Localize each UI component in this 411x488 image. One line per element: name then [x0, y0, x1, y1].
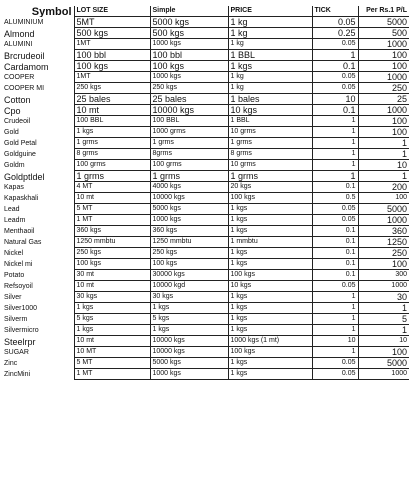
- cell-price: 1 BBL: [228, 116, 312, 127]
- table-row: [2, 325, 409, 336]
- cell-price: 1 kgs: [228, 259, 312, 270]
- cell-price: 1 kgs: [228, 325, 312, 336]
- cell-symbol: Refsoyoil: [4, 282, 33, 290]
- header-price: PRICE: [228, 6, 312, 17]
- cell-tick: 0.25: [312, 28, 358, 39]
- cell-symbol: Nickel: [4, 249, 24, 257]
- cell-tick: 1: [312, 50, 358, 61]
- cell-tick: 0.05: [312, 72, 358, 83]
- cell-tick: 1: [312, 292, 358, 303]
- cell-price: 1 kgs: [228, 303, 312, 314]
- cell-tick: 0.05: [312, 204, 358, 215]
- cell-per-rs-pl: 1: [358, 149, 409, 160]
- header-lot-size: LOT SIZE: [74, 6, 150, 17]
- table-row: [2, 314, 409, 325]
- cell-per-rs-pl: 100: [358, 127, 409, 138]
- cell-price: 1 kgs: [228, 369, 312, 380]
- cell-lot-size: 5 kgs: [74, 314, 150, 325]
- cell-simple: 8grms: [150, 149, 228, 160]
- cell-lot-size: 30 mt: [74, 270, 150, 281]
- table-row: [2, 28, 409, 39]
- cell-lot-size: 100 kgs: [74, 259, 150, 270]
- cell-per-rs-pl: 10: [358, 160, 409, 171]
- cell-lot-size: 1 kgs: [74, 303, 150, 314]
- cell-symbol: Cpo: [4, 105, 21, 116]
- cell-simple: 1 kgs: [150, 325, 228, 336]
- cell-per-rs-pl: 100: [358, 193, 409, 204]
- cell-price: 1 bales: [228, 94, 312, 105]
- cell-price: 100 kgs: [228, 347, 312, 358]
- cell-price: 1 BBL: [228, 50, 312, 61]
- cell-symbol: Natural Gas: [4, 238, 42, 246]
- cell-price: 1 kg: [228, 72, 312, 83]
- cell-price: 20 kgs: [228, 182, 312, 193]
- cell-symbol: Cotton: [4, 94, 31, 105]
- cell-tick: 0.1: [312, 259, 358, 270]
- cell-simple: 4000 kgs: [150, 182, 228, 193]
- cell-price: 10 grms: [228, 127, 312, 138]
- table-row: [2, 61, 409, 72]
- cell-symbol: Potato: [4, 271, 25, 279]
- cell-symbol: Gold Petal: [4, 139, 37, 147]
- cell-tick: 10: [312, 94, 358, 105]
- cell-tick: 1: [312, 325, 358, 336]
- table-row: [2, 149, 409, 160]
- cell-lot-size: 1MT: [74, 72, 150, 83]
- cell-price: 1 kgs: [228, 204, 312, 215]
- cell-simple: 100 kgs: [150, 259, 228, 270]
- cell-simple: 100 grms: [150, 160, 228, 171]
- table-row: [2, 226, 409, 237]
- cell-tick: 1: [312, 116, 358, 127]
- cell-per-rs-pl: 1000: [358, 215, 409, 226]
- cell-lot-size: 30 kgs: [74, 292, 150, 303]
- cell-per-rs-pl: 30: [358, 292, 409, 303]
- cell-per-rs-pl: 500: [358, 28, 409, 39]
- cell-per-rs-pl: 5000: [358, 358, 409, 369]
- cell-symbol: Menthaoil: [4, 227, 35, 235]
- header-simple: Simple: [150, 6, 228, 17]
- cell-per-rs-pl: 1000: [358, 72, 409, 83]
- cell-symbol: ZincMini: [4, 370, 31, 378]
- cell-simple: 30000 kgs: [150, 270, 228, 281]
- cell-per-rs-pl: 1: [358, 325, 409, 336]
- cell-tick: 1: [312, 138, 358, 149]
- table-row: [2, 270, 409, 281]
- cell-symbol: Kapas: [4, 183, 24, 191]
- cell-simple: 10000 kgs: [150, 193, 228, 204]
- cell-tick: 0.1: [312, 105, 358, 116]
- table-header-row: [2, 6, 409, 17]
- header-symbol: Symbol: [31, 6, 72, 17]
- table-row: [2, 138, 409, 149]
- cell-simple: 1000 kgs: [150, 39, 228, 50]
- cell-price: 1 kgs: [228, 314, 312, 325]
- cell-tick: 1: [312, 149, 358, 160]
- cell-tick: 1: [312, 171, 358, 182]
- cell-tick: 0.1: [312, 182, 358, 193]
- cell-tick: 0.05: [312, 358, 358, 369]
- cell-simple: 250 kgs: [150, 83, 228, 94]
- cell-symbol: Lead: [4, 205, 20, 213]
- cell-price: 100 kgs: [228, 270, 312, 281]
- cell-tick: 0.05: [312, 281, 358, 292]
- cell-tick: 1: [312, 127, 358, 138]
- cell-lot-size: 360 kgs: [74, 226, 150, 237]
- cell-symbol: Leadm: [4, 216, 26, 224]
- cell-symbol: Gold: [4, 128, 19, 136]
- cell-price: 1 kg: [228, 17, 312, 28]
- cell-price: 10 kgs: [228, 281, 312, 292]
- table-row: [2, 116, 409, 127]
- cell-per-rs-pl: 1000: [358, 281, 409, 292]
- cell-lot-size: 10 MT: [74, 347, 150, 358]
- table-row: [2, 215, 409, 226]
- table-row: [2, 182, 409, 193]
- table-row: [2, 204, 409, 215]
- cell-simple: 1000 kgs: [150, 215, 228, 226]
- cell-lot-size: 100 kgs: [74, 61, 150, 72]
- cell-simple: 25 bales: [150, 94, 228, 105]
- cell-lot-size: 1 kgs: [74, 325, 150, 336]
- cell-per-rs-pl: 100: [358, 347, 409, 358]
- cell-simple: 360 kgs: [150, 226, 228, 237]
- cell-symbol: Brcrudeoil: [4, 50, 45, 61]
- cell-symbol: ALUMINI: [4, 40, 33, 48]
- cell-lot-size: 100 grms: [74, 160, 150, 171]
- cell-price: 1 kgs: [228, 215, 312, 226]
- cell-lot-size: 1 MT: [74, 215, 150, 226]
- cell-lot-size: 250 kgs: [74, 83, 150, 94]
- cell-price: 1000 kgs (1 mt): [228, 336, 312, 347]
- cell-per-rs-pl: 1: [358, 171, 409, 182]
- cell-per-rs-pl: 5000: [358, 204, 409, 215]
- table-row: [2, 171, 409, 182]
- cell-lot-size: 5 MT: [74, 358, 150, 369]
- cell-lot-size: 1 kgs: [74, 127, 150, 138]
- cell-simple: 100 kgs: [150, 61, 228, 72]
- table-row: [2, 369, 409, 380]
- cell-lot-size: 100 bbl: [74, 50, 150, 61]
- table-row: [2, 237, 409, 248]
- table-row: [2, 281, 409, 292]
- cell-symbol: SUGAR: [4, 348, 29, 356]
- cell-simple: 10000 kgs: [150, 347, 228, 358]
- cell-price: 1 kgs: [228, 248, 312, 259]
- cell-symbol: Silvermicro: [4, 326, 39, 334]
- cell-per-rs-pl: 100: [358, 259, 409, 270]
- table-row: [2, 336, 409, 347]
- cell-lot-size: 5MT: [74, 17, 150, 28]
- cell-simple: 1 kgs: [150, 303, 228, 314]
- table-row: [2, 160, 409, 171]
- cell-symbol: Kapaskhali: [4, 194, 39, 202]
- table-row: [2, 127, 409, 138]
- table-row: [2, 358, 409, 369]
- cell-lot-size: 4 MT: [74, 182, 150, 193]
- cell-simple: 1000 kgs: [150, 369, 228, 380]
- cell-tick: 10: [312, 336, 358, 347]
- cell-symbol: Goldptldel: [4, 171, 45, 182]
- cell-tick: 0.1: [312, 248, 358, 259]
- table-row: [2, 193, 409, 204]
- table-row: [2, 50, 409, 61]
- cell-simple: 5000 kgs: [150, 204, 228, 215]
- cell-lot-size: 1 grms: [74, 138, 150, 149]
- cell-per-rs-pl: 1000: [358, 369, 409, 380]
- cell-symbol: Steelrpr: [4, 336, 36, 347]
- table-row: [2, 248, 409, 259]
- cell-tick: 1: [312, 314, 358, 325]
- cell-tick: 0.1: [312, 61, 358, 72]
- cell-per-rs-pl: 1: [358, 303, 409, 314]
- cell-price: 100 kgs: [228, 193, 312, 204]
- table-row: [2, 39, 409, 50]
- cell-price: 1 kg: [228, 28, 312, 39]
- table-row: [2, 259, 409, 270]
- cell-lot-size: 10 mt: [74, 193, 150, 204]
- cell-lot-size: 10 mt: [74, 105, 150, 116]
- cell-lot-size: 250 kgs: [74, 248, 150, 259]
- cell-lot-size: 1 MT: [74, 369, 150, 380]
- cell-symbol: Silver: [4, 293, 22, 301]
- cell-simple: 30 kgs: [150, 292, 228, 303]
- cell-simple: 5 kgs: [150, 314, 228, 325]
- cell-simple: 250 kgs: [150, 248, 228, 259]
- cell-per-rs-pl: 1000: [358, 105, 409, 116]
- cell-price: 8 grms: [228, 149, 312, 160]
- cell-tick: 1: [312, 303, 358, 314]
- cell-per-rs-pl: 250: [358, 248, 409, 259]
- cell-price: 1 kgs: [228, 226, 312, 237]
- cell-price: 1 kgs: [228, 358, 312, 369]
- cell-price: 1 kg: [228, 39, 312, 50]
- cell-symbol: ALUMINIUM: [4, 18, 44, 26]
- cell-simple: 1000 kgs: [150, 72, 228, 83]
- cell-symbol: Nickel mi: [4, 260, 33, 268]
- cell-symbol: Goldm: [4, 161, 25, 169]
- cell-per-rs-pl: 5000: [358, 17, 409, 28]
- cell-tick: 0.05: [312, 83, 358, 94]
- cell-per-rs-pl: 100: [358, 116, 409, 127]
- cell-simple: 1000 grms: [150, 127, 228, 138]
- table-row: [2, 94, 409, 105]
- table-row: [2, 347, 409, 358]
- cell-simple: 5000 kgs: [150, 358, 228, 369]
- cell-price: 1 kgs: [228, 61, 312, 72]
- cell-simple: 1250 mmbtu: [150, 237, 228, 248]
- cell-symbol: Goldguine: [4, 150, 36, 158]
- cell-per-rs-pl: 360: [358, 226, 409, 237]
- cell-tick: 0.05: [312, 17, 358, 28]
- cell-tick: 0.1: [312, 270, 358, 281]
- header-per-rs-pl: Per Rs.1 P/L: [358, 6, 409, 17]
- cell-per-rs-pl: 1: [358, 138, 409, 149]
- cell-tick: 0.5: [312, 193, 358, 204]
- cell-simple: 1 grms: [150, 171, 228, 182]
- cell-price: 1 grms: [228, 171, 312, 182]
- table-row: [2, 303, 409, 314]
- cell-per-rs-pl: 25: [358, 94, 409, 105]
- cell-tick: 0.1: [312, 226, 358, 237]
- cell-lot-size: 10 mt: [74, 336, 150, 347]
- cell-symbol: Almond: [4, 28, 35, 39]
- cell-symbol: COOPER: [4, 73, 35, 81]
- cell-lot-size: 1 grms: [74, 171, 150, 182]
- cell-tick: 1: [312, 160, 358, 171]
- table-row: [2, 105, 409, 116]
- cell-tick: 0.05: [312, 215, 358, 226]
- cell-tick: 0.05: [312, 39, 358, 50]
- cell-per-rs-pl: 100: [358, 61, 409, 72]
- cell-per-rs-pl: 100: [358, 50, 409, 61]
- cell-symbol: Silver1000: [4, 304, 38, 312]
- cell-simple: 100 BBL: [150, 116, 228, 127]
- cell-lot-size: 10 mt: [74, 281, 150, 292]
- cell-simple: 1 grms: [150, 138, 228, 149]
- cell-symbol: Zinc: [4, 359, 18, 367]
- cell-tick: 1: [312, 347, 358, 358]
- cell-simple: 10000 kgs: [150, 105, 228, 116]
- cell-lot-size: 8 grms: [74, 149, 150, 160]
- cell-simple: 10000 kgd: [150, 281, 228, 292]
- cell-simple: 100 bbl: [150, 50, 228, 61]
- cell-lot-size: 1MT: [74, 39, 150, 50]
- cell-per-rs-pl: 250: [358, 83, 409, 94]
- table-row: [2, 17, 409, 28]
- cell-price: 10 kgs: [228, 105, 312, 116]
- cell-per-rs-pl: 1250: [358, 237, 409, 248]
- cell-price: 1 grms: [228, 138, 312, 149]
- cell-per-rs-pl: 1000: [358, 39, 409, 50]
- cell-lot-size: 1250 mmbtu: [74, 237, 150, 248]
- cell-price: 1 mmbtu: [228, 237, 312, 248]
- cell-price: 1 kg: [228, 83, 312, 94]
- cell-lot-size: 25 bales: [74, 94, 150, 105]
- cell-per-rs-pl: 200: [358, 182, 409, 193]
- header-tick: TICK: [312, 6, 358, 17]
- table-row: [2, 83, 409, 94]
- cell-symbol: Silverm: [4, 315, 28, 323]
- cell-per-rs-pl: 10: [358, 336, 409, 347]
- cell-symbol: Crudeoil: [4, 117, 31, 125]
- cell-tick: 0.1: [312, 237, 358, 248]
- cell-tick: 0.05: [312, 369, 358, 380]
- cell-lot-size: 100 BBL: [74, 116, 150, 127]
- cell-price: 10 grms: [228, 160, 312, 171]
- cell-lot-size: 5 MT: [74, 204, 150, 215]
- cell-price: 1 kgs: [228, 292, 312, 303]
- table-row: [2, 72, 409, 83]
- cell-lot-size: 500 kgs: [74, 28, 150, 39]
- contract-table: [2, 6, 409, 380]
- cell-symbol: COOPER MI: [4, 84, 45, 92]
- cell-per-rs-pl: 5: [358, 314, 409, 325]
- cell-simple: 500 kgs: [150, 28, 228, 39]
- cell-simple: 5000 kgs: [150, 17, 228, 28]
- cell-per-rs-pl: 300: [358, 270, 409, 281]
- cell-simple: 10000 kgs: [150, 336, 228, 347]
- table-row: [2, 292, 409, 303]
- cell-symbol: Cardamom: [4, 61, 49, 72]
